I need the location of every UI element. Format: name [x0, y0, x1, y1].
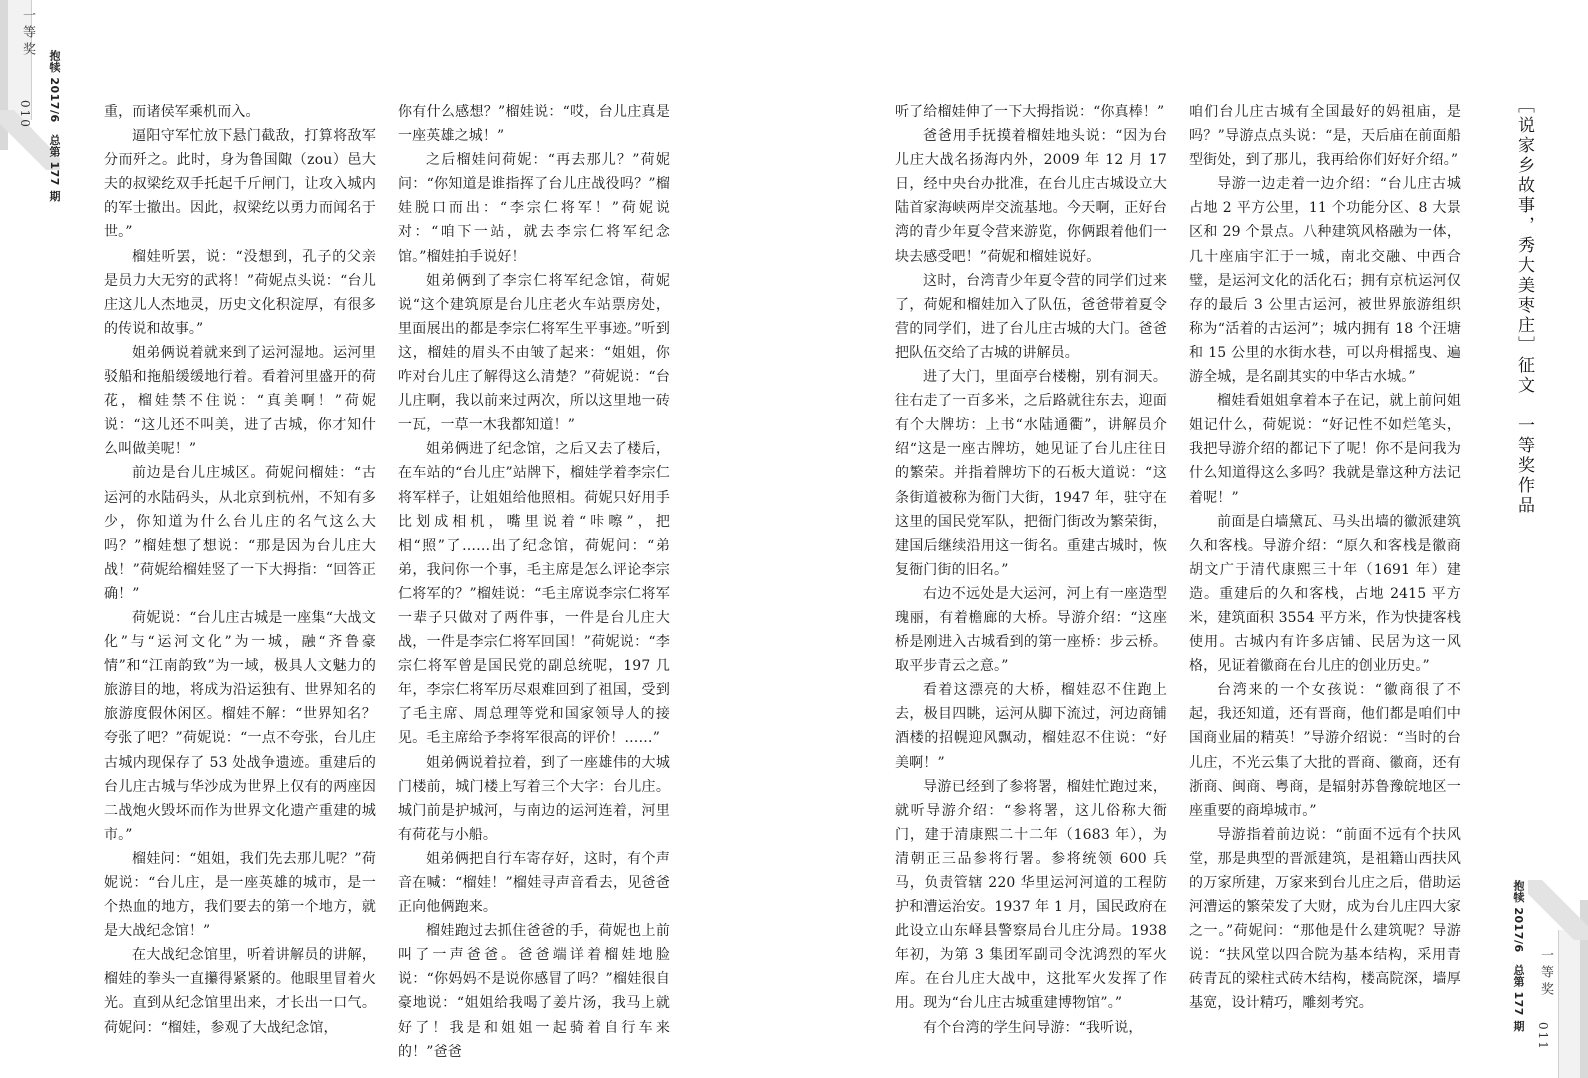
paragraph: 咱们台儿庄古城有全国最好的妈祖庙，是吗？”导游点点头说：“是，天后庙在前面船型街处，到了那儿，我再给你们好好介绍。” — [1189, 104, 1461, 169]
paragraph: 这时，台湾青少年夏令营的同学们过来了，荷妮和榴娃加入了队伍，爸爸带着夏令营的同学们，进了台儿庄古城的大门。爸爸把队伍交给了古城的讲解员。 — [895, 272, 1167, 361]
paragraph: 有个台湾的学生问导游：“我听说， — [923, 1019, 1143, 1036]
paragraph: 看着这漂亮的大桥，榴娃忍不住跑上去，极目四眺，运河从脚下流过，河边商铺酒楼的招幌迎风飘动，榴娃忍不住说：“好美啊！” — [895, 682, 1167, 771]
paragraph: 逼阳守军忙放下悬门截敌，打算将敌军分而歼之。此时，身为鲁国陬（zou）邑大夫的叔梁纥双手托起千斤闸门，让攻入城内的军士撤出。因此，叔梁纥以勇力而闻名于世。” — [104, 128, 376, 241]
paragraph: 榴娃看姐姐拿着本子在记，就上前问姐姐记什么，荷妮说：“好记性不如烂笔头，我把导游介绍的都记下了呢！你不是问我为什么知道得这么多吗？我就是靠这种方法记着呢！” — [1189, 393, 1461, 506]
paragraph: 听了给榴娃伸了一下大拇指说：“你真棒！” — [895, 104, 1165, 120]
paragraph: 姐弟俩说着拉着，到了一座雄伟的大城门楼前，城门楼上写着三个大字：台儿庄。城门前是护城河，与南边的运河连着，河里有荷花与小船。 — [398, 754, 670, 843]
paragraph: 姐弟俩进了纪念馆，之后又去了楼后，在车站的“台儿庄”站牌下，榴娃学着李宗仁将军样子，让姐姐给他照相。荷妮只好用手比划成相机，嘴里说着“咔嚓”，把相“照”了……出了纪念馆，荷妮问：“弟弟，我问你一个事，毛主席是怎么评论李宗仁将军的？”榴娃说：“毛主席说李宗仁将军一辈子只做对了两件事，一件是台儿庄大战，一件是李宗仁将军回国！”荷妮说：“李宗仁将军曾是国民党的副总统呢，197 几年，李宗仁将军历尽艰难回到了祖国，受到了毛主席、周总理等党和国家领导人的接见。毛主席给予李将军很高的评价！……” — [398, 441, 670, 747]
right-corner-slash — [1528, 880, 1588, 940]
paragraph: 榴娃问：“姐姐，我们先去那儿呢？”荷妮说：“台儿庄，是一座英雄的城市，是一个热血的地方，我们要去的第一个地方，就是大战纪念馆！” — [104, 850, 376, 940]
paragraph: 你有什么感想？”榴娃说：“哎，台儿庄真是一座英雄之城！” — [398, 104, 670, 145]
paragraph: 姐弟俩到了李宗仁将军纪念馆，荷妮说“这个建筑原是台儿庄老火车站票房处，里面展出的都是李宗仁将军生平事迹。”听到这，榴娃的眉头不由皱了起来：“姐姐，你咋对台儿庄了解得这么清楚？”荷妮说：“台儿庄啊，我以前来过两次，所以这里地一砖一瓦，一草一木我都知道！” — [398, 272, 670, 434]
paragraph: 右边不远处是大运河，河上有一座造型瑰丽，有着檐廊的大桥。导游介绍：“这座桥是刚进入古城看到的第一座桥：步云桥。取平步青云之意。” — [895, 585, 1167, 675]
paragraph: 姐弟俩说着就来到了运河湿地。运河里驳船和拖船缓缓地行着。看着河里盛开的荷花，榴娃禁不住说：“真美啊！”荷妮说：“这儿还不叫美，进了古城，你才知什么叫做美呢！” — [104, 344, 376, 458]
paragraph: 之后榴娃问荷妮：“再去那儿？”荷妮问：“你知道是谁指挥了台儿庄战役吗？”榴娃脱口而出：“李宗仁将军！”荷妮说对：“咱下一站，就去李宗仁将军纪念馆。”榴娃拍手说好！ — [398, 152, 670, 265]
paragraph: 爸爸用手抚摸着榴娃地头说：“因为台儿庄大战名扬海内外，2009 年 12 月 17 日，经中央台办批准，在台儿庄古城设立大陆首家海峡两岸交流基地。今天啊，正好台湾的青少年夏令营来游览，你俩跟着他们一块去感受吧！”荷妮和榴娃说好。 — [895, 128, 1167, 265]
text-column-2 — [398, 100, 670, 1064]
right-section-label: 一等奖 — [1538, 948, 1553, 999]
contest-headline: ［说家乡故事，秀大美枣庄］征文 一等奖作品 — [1514, 96, 1534, 516]
paragraph: 进了大门，里面亭台楼榭，别有洞天。往右走了一百多米，之后路就往东去，迎面有个大牌坊：上书“水陆通衢”，讲解员介绍“这是一座古牌坊，她见证了台儿庄往日的繁荣。并指着牌坊下的石板大道说：“这条街道被称为衙门大街，1947 年，驻守在这里的国民党军队，把衙门街改为繁荣街，建国后继续沿用这一街名。重建古城时，恢复衙门街的旧名。” — [895, 369, 1167, 578]
right-page-number: 011 — [1536, 1022, 1550, 1051]
paragraph: 重，而诸侯军乘机而入。 — [104, 104, 260, 120]
paragraph: 荷妮说：“台儿庄古城是一座集“大战文化”与“运河文化”为一城，融“齐鲁豪情”和“江南韵致”为一域，极具人文魅力的旅游目的地，将成为沿运独有、世界知名的旅游度假休闲区。榴娃不解：“世界知名？夸张了吧？”荷妮说：“一点不夸张，台儿庄古城内现保存了 53 处战争遗迹。重建后的台儿庄古城与华沙成为世界上仅有的两座因二战炮火毁坏而作为世界文化遗产重建的城市。” — [104, 609, 376, 843]
text-column-1 — [104, 100, 376, 1040]
paragraph: 前边是台儿庄城区。荷妮问榴娃：“古运河的水陆码头，从北京到杭州，不知有多少，你知道为什么台儿庄的名气这么大吗？”榴娃想了想说：“那是因为台儿庄大战！”荷妮给榴娃竖了一下大拇指：“回答正确！” — [104, 465, 376, 602]
left-page-number: 010 — [18, 100, 32, 129]
paragraph: 导游一边走着一边介绍：“台儿庄古城占地 2 平方公里，11 个功能分区、8 大景区和 29 个景点。八种建筑风格融为一体，几十座庙宇汇于一城，南北交融、中西合璧，是运河文化的活化石；拥有京杭运河仅存的最后 3 公里古运河，被世界旅游组织称为“活着的古运河”；城内拥有 18 个汪塘和 15 公里的水街水巷，可以舟楫摇曳、遍游全城，是名副其实的中华古水城。” — [1189, 176, 1461, 386]
paragraph: 姐弟俩把自行车寄存好，这时，有个声音在喊：“榴娃！”榴娃寻声音看去，见爸爸正向他俩跑来。 — [398, 850, 670, 916]
paragraph: 在大战纪念馆里，听着讲解员的讲解，榴娃的拳头一直攥得紧紧的。他眼里冒着火光。直到从纪念馆里出来，才长出一口气。荷妮问：“榴娃，参观了大战纪念馆， — [104, 947, 376, 1036]
paragraph: 榴娃听罢，说：“没想到，孔子的父亲是员力大无穷的武将！”荷妮点头说：“台儿庄这儿人杰地灵，历史文化积淀厚，有很多的传说和故事。” — [104, 248, 376, 337]
paragraph: 导游指着前边说：“前面不远有个扶风堂，那是典型的晋派建筑，是祖籍山西扶风的万家所建，万家来到台儿庄之后，借助运河漕运的繁荣发了大财，成为台儿庄四大家之一。”荷妮问：“那他是什么建筑呢？导游说：“扶风堂以四合院为基本结构，采用青砖青瓦的梁柱式砖木结构，楼高院深，墙厚基宽，设计精巧，雕刻考究。 — [1189, 826, 1461, 1012]
paragraph: 榴娃跑过去抓住爸爸的手，荷妮也上前叫了一声爸爸。爸爸端详着榴娃地脸说：“你妈妈不是说你感冒了吗？”榴娃很自豪地说：“姐姐给我喝了姜片汤，我马上就好了！我是和姐姐一起骑着自行车来的！”爸爸 — [398, 923, 670, 1060]
paragraph: 台湾来的一个女孩说：“徽商很了不起，我还知道，还有晋商，他们都是咱们中国商业届的精英！”导游介绍说：“当时的台儿庄，不光云集了大批的晋商、徽商，还有浙商、闽商、粤商，是辐射苏鲁豫皖地区一座重要的商埠城市。” — [1189, 682, 1461, 819]
left-issue-info: 抱犊 2017/6 总第 177 期 — [48, 50, 61, 202]
right-issue-info: 抱犊 2017/6 总第 177 期 — [1512, 880, 1525, 1032]
text-column-4 — [1189, 100, 1461, 1016]
left-section-label: 一等奖 — [20, 8, 35, 59]
paragraph: 前面是白墙黛瓦、马头出墙的徽派建筑久和客栈。导游介绍：“原久和客栈是徽商胡文广于清代康熙三十年（1691 年）建造。重建后的久和客栈，占地 2415 平方米，建筑面积 3554 平方米，作为快捷客栈使用。古城内有许多店铺、民居为这一风格，见证着徽商在台儿庄的创业历史。” — [1189, 513, 1461, 675]
text-column-3 — [895, 100, 1167, 1040]
paragraph: 导游已经到了参将署，榴娃忙跑过来，就听导游介绍：“参将署，这儿俗称大衙门，建于清康熙二十二年（1683 年），为清朝正三品参将行署。参将统领 600 兵马，负责管辖 220 华里运河河道的工程防护和漕运治安。1937 年 1 月，国民政府在此设立山东峄县警察局台儿庄分局。1938 年初，为第 3 集团军副司令沈鸿烈的军火库。在台儿庄大战中，这批军火发挥了作用。现为“台儿庄古城重建博物馆”。” — [895, 778, 1167, 1012]
